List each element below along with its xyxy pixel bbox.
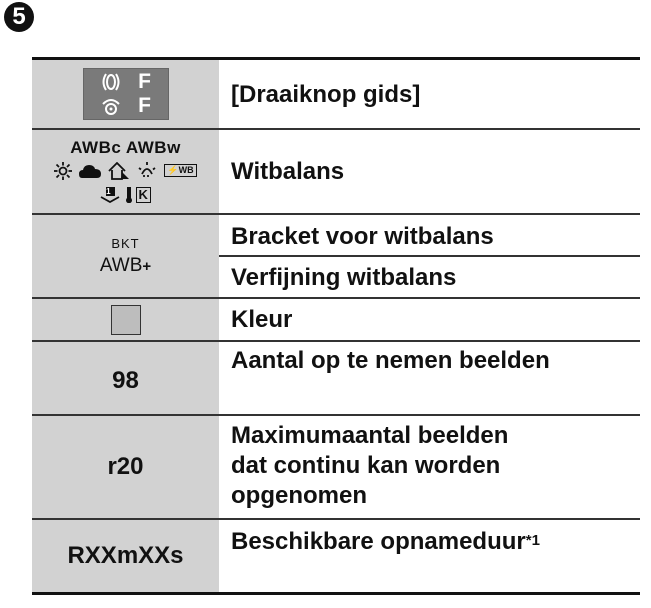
flash-wb-icon: ⚡WB	[164, 164, 196, 177]
awb-plus-icon: AWB+	[99, 254, 152, 276]
row-label-wb-fine-tune: Verfijning witbalans	[231, 264, 457, 291]
step-number-badge: 5	[4, 2, 34, 32]
color-temp-k-icon: K	[124, 187, 151, 203]
incandescent-icon	[137, 162, 157, 180]
burst-value-cell	[32, 416, 219, 518]
cloud-icon	[79, 163, 101, 179]
dial-guide-icon	[83, 68, 169, 120]
color-swatch-icon	[111, 305, 141, 335]
awb-modes-text: AWBc AWBw	[70, 137, 181, 157]
custom-wb-1-icon	[100, 187, 124, 203]
bkt-label: BKT	[111, 235, 140, 251]
aperture-f-letter-2: F	[138, 94, 151, 117]
wb-bracket-icon-cell	[32, 215, 219, 297]
dial-guide-icon-cell	[32, 60, 219, 128]
row-label-color: Kleur	[231, 306, 293, 333]
sun-icon	[54, 162, 72, 180]
front-dial-icon	[92, 70, 130, 94]
footnote-marker: *1	[525, 532, 540, 549]
shots-value-cell	[32, 342, 219, 414]
shade-icon	[108, 162, 130, 180]
recording-time-value-cell	[32, 520, 219, 592]
wb-preset-icons	[54, 159, 196, 183]
rear-dial-icon	[92, 94, 130, 118]
row-label-shots-remaining: Aantal op te nemen beelden	[231, 347, 550, 374]
table-bottom-rule	[32, 592, 640, 595]
shots-remaining-value: 98	[112, 367, 139, 394]
row-label-dial-guide: [Draaiknop gids]	[231, 81, 421, 108]
row-label-wb-bracket: Bracket voor witbalans	[231, 223, 494, 250]
custom-wb-number: 1	[106, 186, 111, 196]
white-balance-icon-cell	[32, 130, 219, 213]
color-icon-cell	[32, 299, 219, 340]
recording-time-value: RXXmXXs	[67, 542, 184, 569]
max-burst-value: r20	[107, 453, 144, 480]
row-label-white-balance: Witbalans	[231, 158, 345, 185]
row-divider-right	[219, 255, 640, 257]
custom-wb-icons	[100, 183, 151, 207]
aperture-f-letter: F	[138, 70, 151, 93]
row-label-max-burst: Maximumaantal beelden dat continu kan worden opgenomen	[231, 422, 509, 509]
row-label-recording-time: Beschikbare opnameduur$^{*1}$	[231, 528, 540, 555]
